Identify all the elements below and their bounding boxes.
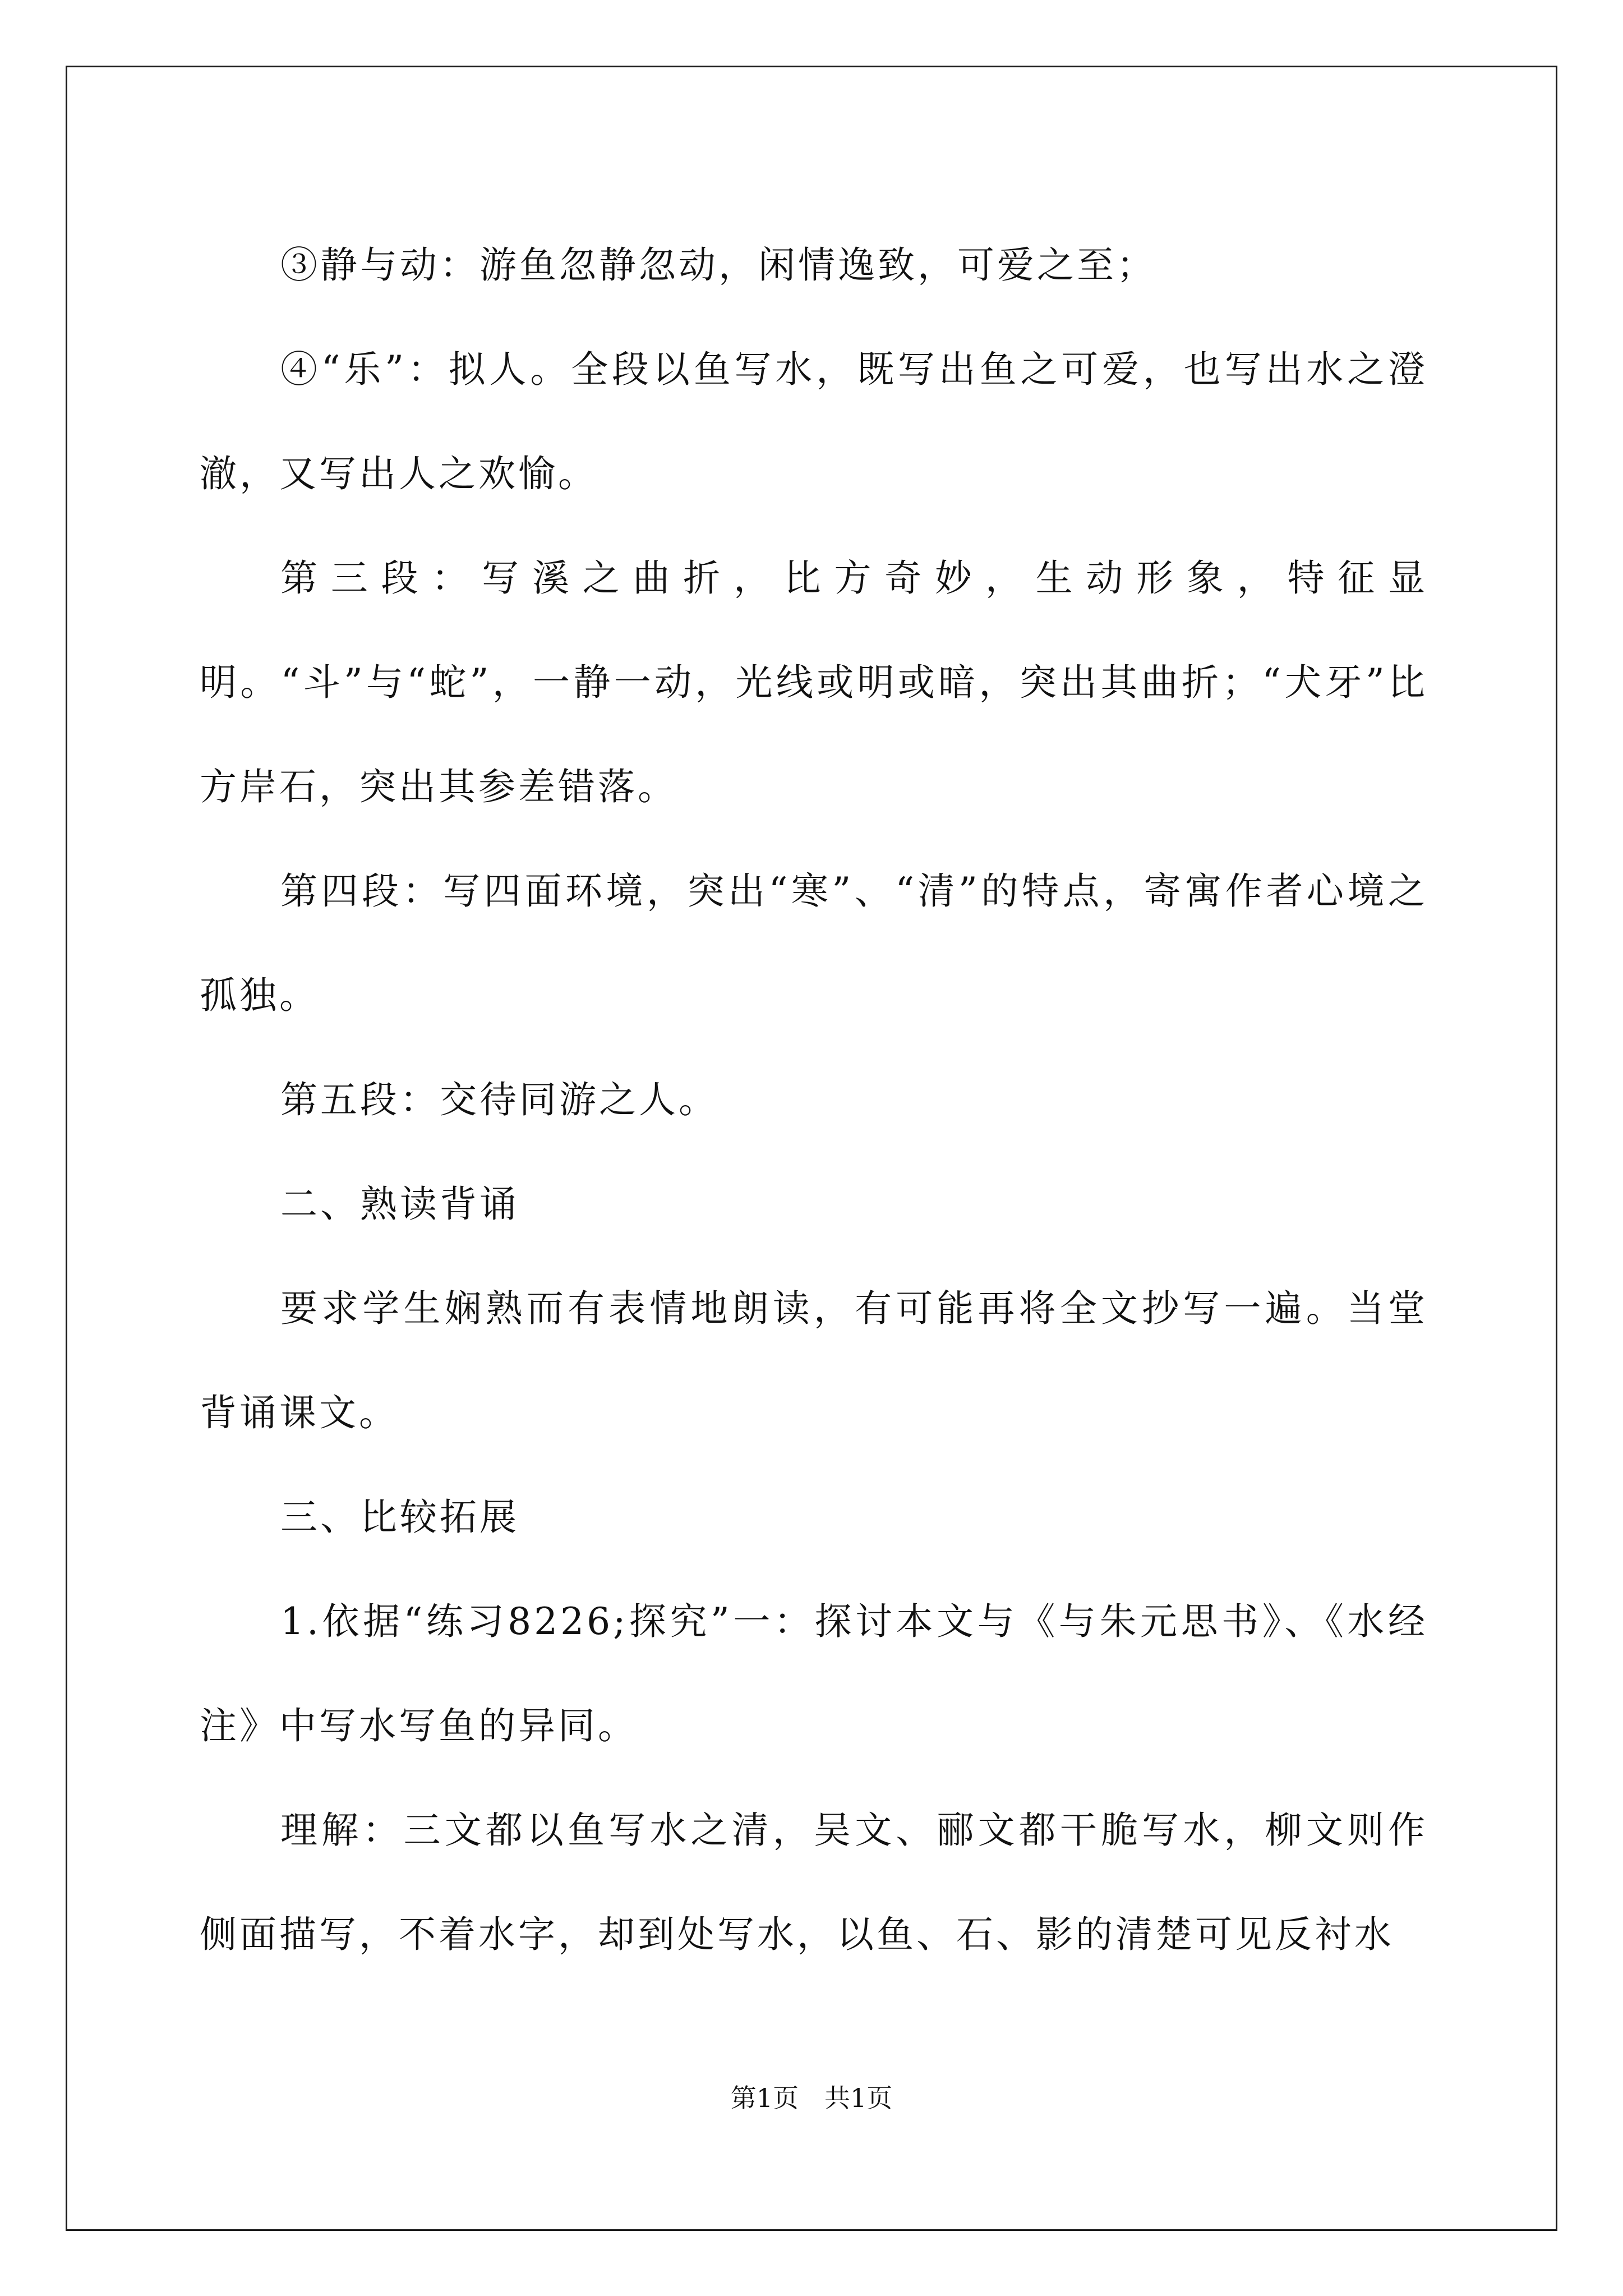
page-footer: 第1页 共1页 xyxy=(730,2083,893,2113)
paragraph-7: 1.依据“练习8226;探究”一：探讨本文与《与朱元思书》、《水经注》中写水写鱼的异同。 xyxy=(200,1600,1428,1747)
paragraph-5: 第五段：交待同游之人。 xyxy=(280,1078,718,1121)
document-body xyxy=(200,213,1428,1987)
paragraph-2: ④“乐”：拟人。全段以鱼写水，既写出鱼之可爱，也写出水之澄澈，又写出人之欢愉。 xyxy=(200,348,1428,495)
paragraph-8: 理解：三文都以鱼写水之清，吴文、郦文都干脆写水，柳文则作侧面描写，不着水字，却到处写水，以鱼、石、影的清楚可见反衬水 xyxy=(200,1809,1428,1956)
paragraph-6: 要求学生娴熟而有表情地朗读，有可能再将全文抄写一遍。当堂背诵课文。 xyxy=(200,1287,1428,1434)
paragraph-1: ③静与动：游鱼忽静忽动，闲情逸致，可爱之至； xyxy=(280,243,1156,287)
section-heading-3: 三、比较拓展 xyxy=(280,1496,519,1539)
paragraph-4: 第四段：写四面环境，突出“寒”、“清”的特点，寄寓作者心境之孤独。 xyxy=(200,869,1428,1017)
paragraph-3: 第三段：写溪之曲折，比方奇妙，生动形象，特征显明。“斗”与“蛇”，一静一动，光线或明或暗，突出其曲折；“犬牙”比方岸石，突出其参差错落。 xyxy=(200,556,1428,808)
section-heading-2: 二、熟读背诵 xyxy=(280,1182,519,1226)
